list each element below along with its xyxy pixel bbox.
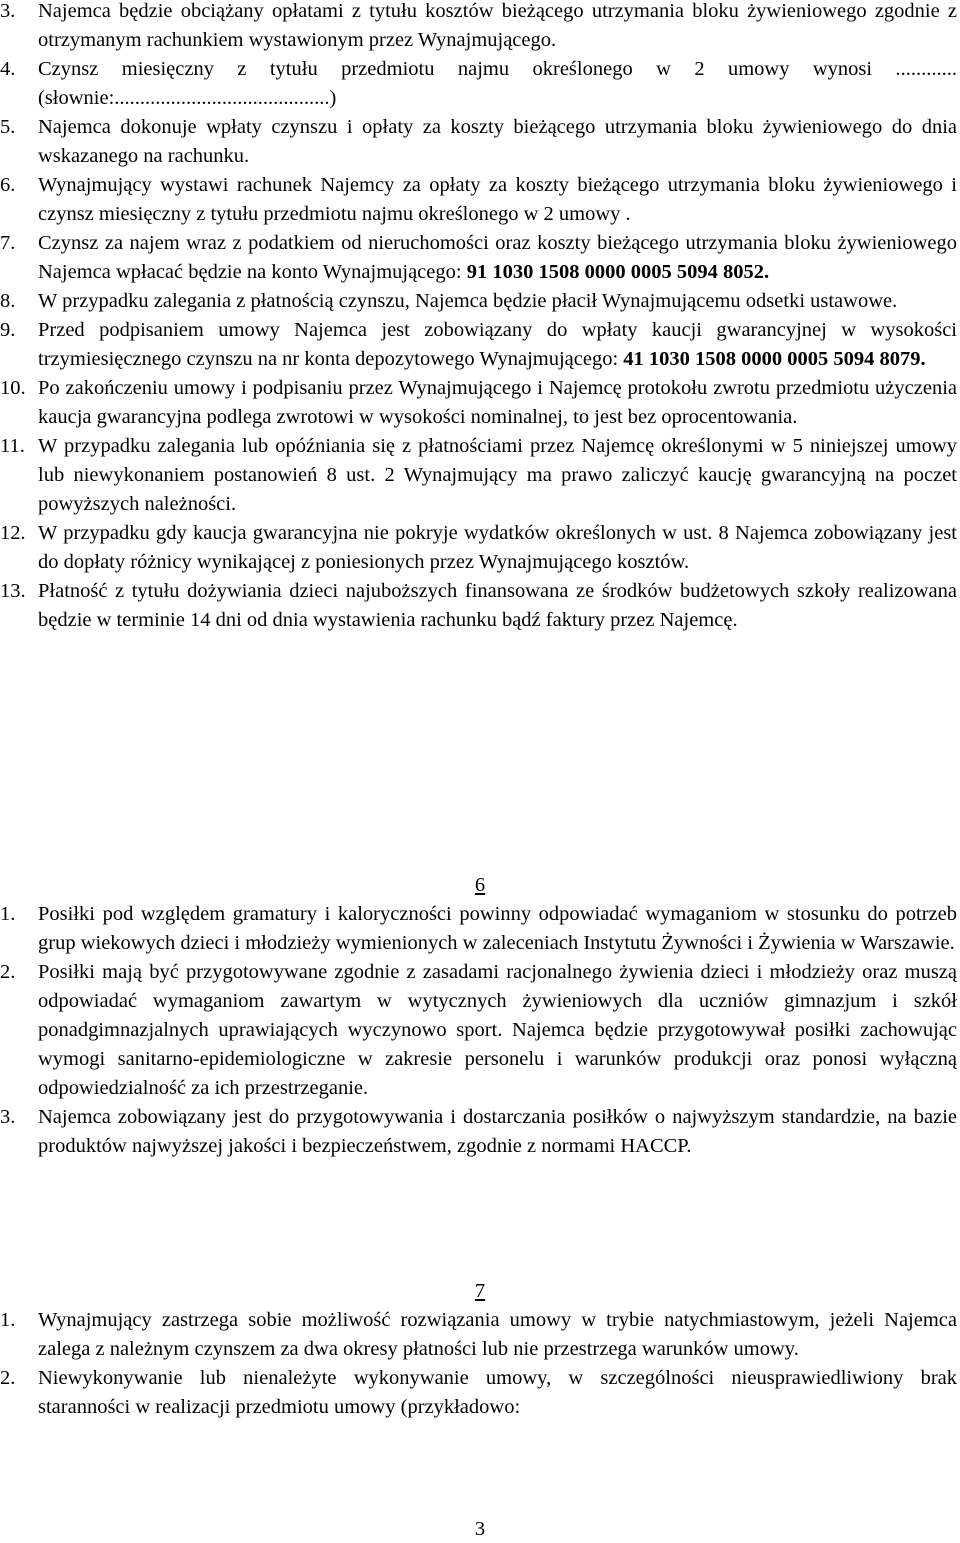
list-item bbox=[0, 1103, 957, 1161]
item-text: Posiłki pod względem gramatury i kaloryczności powinny odpowiadać wymaganiom w stosunku do potrzeb grup wiekowych dzieci i młodzieży wymienionych w zaleceniach Instytutu Żywności i Żywienia w Warszawie. bbox=[38, 903, 957, 954]
item-text: Czynsz za najem wraz z podatkiem od nieruchomości oraz koszty bieżącego utrzymania bloku żywieniowego Najemca wpłacać będzie na konto Wynajmującego: bbox=[38, 232, 957, 283]
item-number: 9. bbox=[0, 319, 16, 341]
item-number: 6. bbox=[0, 174, 16, 196]
item-text: Płatność z tytułu dożywiania dzieci najuboższych finansowana ze środków budżetowych szkoły realizowana będzie w terminie 14 dni od dnia wystawienia rachunku bądź faktury przez Najemcę. bbox=[38, 580, 957, 631]
item-text: Najemca dokonuje wpłaty czynszu i opłaty za koszty bieżącego utrzymania bloku żywieniowego do dnia wskazanego na rachunku. bbox=[38, 116, 957, 167]
item-number: 13. bbox=[0, 580, 26, 602]
list-item bbox=[0, 1306, 957, 1364]
item-text: Przed podpisaniem umowy Najemca jest zobowiązany do wpłaty kaucji gwarancyjnej w wysokości trzymiesięcznego czynszu na nr konta depozytowego Wynajmującego: bbox=[38, 319, 957, 370]
deposit-account-number: 41 1030 1508 0000 0005 5094 8079. bbox=[623, 348, 926, 370]
item-number: 12. bbox=[0, 522, 26, 544]
item-number: 1. bbox=[0, 1309, 16, 1331]
bank-account-number: 91 1030 1508 0000 0005 5094 8052. bbox=[466, 261, 770, 283]
item-number: 5. bbox=[0, 116, 16, 138]
item-text: Posiłki mają być przygotowywane zgodnie z zasadami racjonalnego żywienia dzieci i młodzieży oraz muszą odpowiadać wymaganiom zawartym w wytycznych żywieniowych dla uczniów gimnazjum i szkół ponadgimnazjalnych uprawiających wyczynowo sport. Najemca będzie przygotowywał posiłki zachowując wymogi sanitarno-epidemiologiczne w zakresie personelu i warunków produkcji oraz ponosi wyłączną odpowiedzialność za ich przestrzeganie. bbox=[38, 961, 957, 1099]
item-number: 7. bbox=[0, 232, 16, 254]
list-item bbox=[0, 374, 957, 432]
list-item bbox=[0, 287, 957, 316]
item-text: W przypadku zalegania z płatnością czynszu, Najemca będzie płacił Wynajmującemu odsetki ustawowe. bbox=[38, 290, 898, 312]
item-number: 2. bbox=[0, 961, 16, 983]
item-number: 10. bbox=[0, 377, 26, 399]
item-text: W przypadku zalegania lub opóźniania się z płatnościami przez Najemcę określonymi w 5 niniejszej umowy lub niewykonaniem postanowień 8 ust. 2 Wynajmujący ma prawo zaliczyć kaucję gwarancyjną na poczet powyższych należności. bbox=[38, 435, 957, 515]
section-7-list bbox=[0, 1306, 957, 1422]
list-item bbox=[0, 1364, 957, 1422]
item-text: Wynajmujący wystawi rachunek Najemcy za opłaty za koszty bieżącego utrzymania bloku żywieniowego i czynsz miesięczny z tytułu przedmiotu najmu określonego w 2 umowy . bbox=[38, 174, 957, 225]
section-6-list bbox=[0, 900, 957, 1161]
list-item bbox=[0, 171, 957, 229]
item-number: 8. bbox=[0, 290, 16, 312]
list-item bbox=[0, 519, 957, 577]
item-text: Najemca zobowiązany jest do przygotowywania i dostarczania posiłków o najwyższym standardzie, na bazie produktów najwyższej jakości i bezpieczeństwem, zgodnie z normami HACCP. bbox=[38, 1106, 957, 1157]
list-item bbox=[0, 958, 957, 1103]
list-item bbox=[0, 900, 957, 958]
item-text: Najemca będzie obciążany opłatami z tytułu kosztów bieżącego utrzymania bloku żywieniowego zgodnie z otrzymanym rachunkiem wystawionym przez Wynajmującego. bbox=[38, 0, 957, 51]
page-number: 3 bbox=[474, 1518, 486, 1540]
item-text: Po zakończeniu umowy i podpisaniu przez Wynajmującego i Najemcę protokołu zwrotu przedmiotu użyczenia kaucja gwarancyjna podlega zwrotowi w wysokości nominalnej, to jest bez oprocentowania. bbox=[38, 377, 957, 428]
list-item bbox=[0, 55, 957, 113]
section-5-list bbox=[0, 0, 957, 635]
item-text: Niewykonywanie lub nienależyte wykonywanie umowy, w szczególności nieusprawiedliwiony brak staranności w realizacji przedmiotu umowy (przykładowo: bbox=[38, 1367, 957, 1418]
item-number: 1. bbox=[0, 903, 16, 925]
list-item bbox=[0, 316, 957, 374]
item-number: 3. bbox=[0, 0, 16, 22]
item-number: 3. bbox=[0, 1106, 16, 1128]
item-text: W przypadku gdy kaucja gwarancyjna nie pokryje wydatków określonych w ust. 8 Najemca zobowiązany jest do dopłaty różnicy wynikającej z poniesionych przez Wynajmującego kosztów. bbox=[38, 522, 957, 573]
list-item bbox=[0, 0, 957, 55]
item-text: Czynsz miesięczny z tytułu przedmiotu najmu określonego w 2 umowy wynosi ............ (słownie:..........................................) bbox=[38, 58, 957, 109]
list-item bbox=[0, 113, 957, 171]
list-item bbox=[0, 432, 957, 519]
item-number: 2. bbox=[0, 1367, 16, 1389]
item-number: 4. bbox=[0, 58, 16, 80]
section-heading: 6 bbox=[474, 874, 486, 896]
item-text: Wynajmujący zastrzega sobie możliwość rozwiązania umowy w trybie natychmiastowym, jeżeli Najemca zalega z należnym czynszem za dwa okresy płatności lub nie przestrzega warunków umowy. bbox=[38, 1309, 957, 1360]
section-heading: 7 bbox=[474, 1280, 486, 1302]
item-number: 11. bbox=[0, 435, 25, 457]
list-item bbox=[0, 577, 957, 635]
list-item bbox=[0, 229, 957, 287]
